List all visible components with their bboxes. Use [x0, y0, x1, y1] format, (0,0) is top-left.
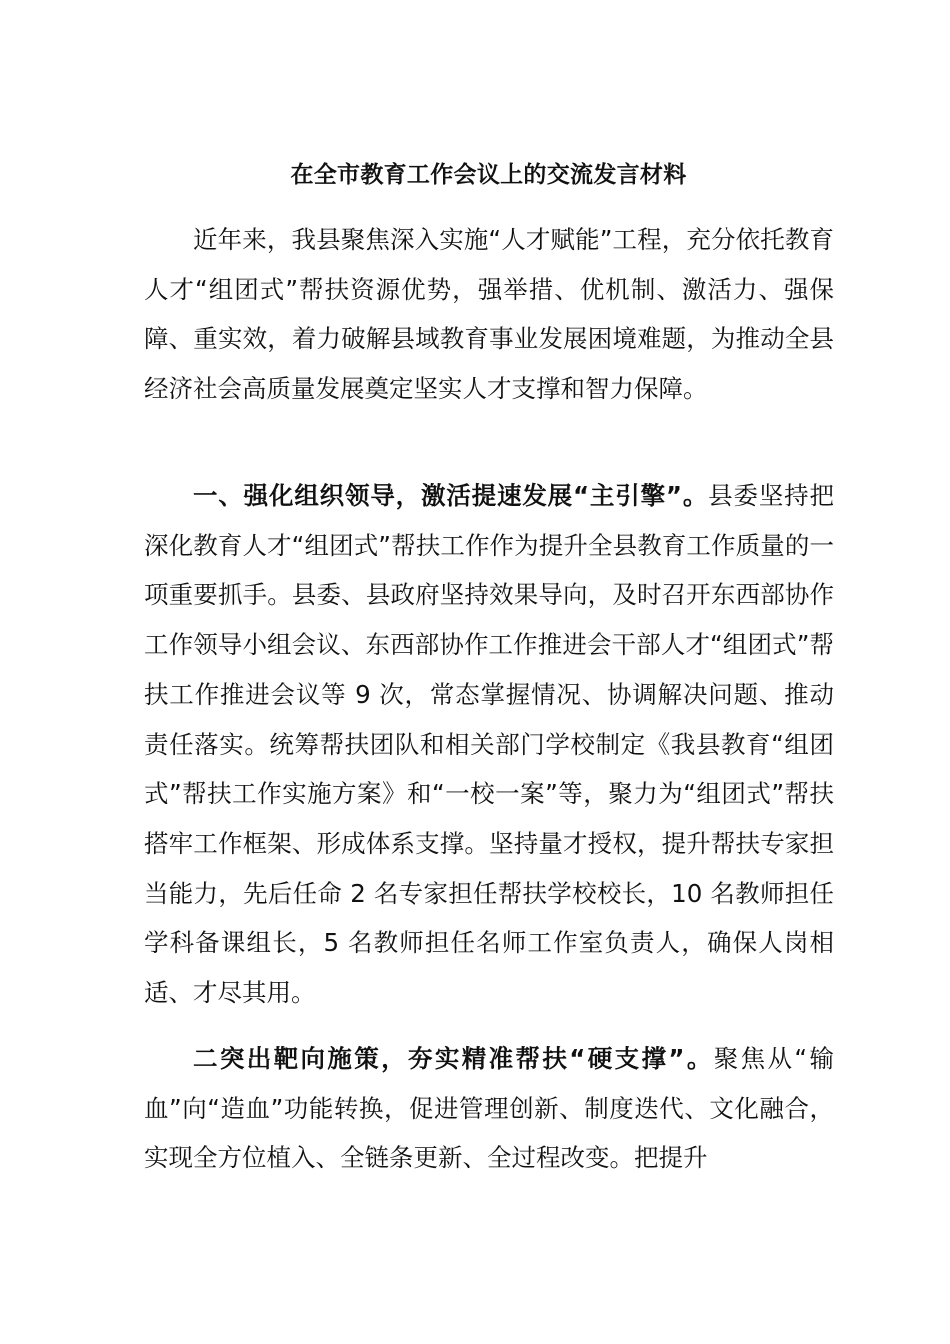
document-title: 在全市教育工作会议上的交流发言材料 — [290, 162, 687, 188]
section-heading: 一、强化组织领导，激活提速发展“主引擎”。 — [193, 481, 709, 510]
paragraph-text: 县委坚持把深化教育人才“组团式”帮扶工作作为提升全县教育工作质量的一项重要抓手。县委、县政府坚持效果导向，及时召开东西部协作工作领导小组会议、东西部协作工作推进会干部人才“组团式”帮扶工作推进会议等 9 次，常态掌握情况、协调解决问题、推动责任落实。统筹帮扶团队和相关部门学校制定《我县教育“组团式”帮扶工作实施方案》和“一校一案”等，聚力为“组团式”帮扶搭牢工作框架、形成体系支撑。坚持量才授权，提升帮扶专家担当能力，先后任命 2 名专家担任帮扶学校校长，10 名教师担任学科备课组长，5 名教师担任名师工作室负责人，确保人岗相适、才尽其用。 — [144, 481, 834, 1008]
section-heading: 二突出靶向施策，夯实精准帮扶“硬支撑”。 — [193, 1044, 714, 1073]
paragraph-intro — [144, 215, 834, 414]
paragraph-text: 聚焦从“输血”向“造血”功能转换，促进管理创新、制度迭代、文化融合，实现全方位植入、全链条更新、全过程改变。把提升 — [144, 1044, 834, 1173]
paragraph-section-2 — [144, 1034, 834, 1183]
paragraph-text: 近年来，我县聚焦深入实施“人才赋能”工程，充分依托教育人才“组团式”帮扶资源优势，强举措、优机制、激活力、强保障、重实效，着力破解县域教育事业发展困境难题，为推动全县经济社会高质量发展奠定坚实人才支撑和智力保障。 — [144, 225, 834, 404]
paragraph-section-1 — [144, 471, 834, 1018]
